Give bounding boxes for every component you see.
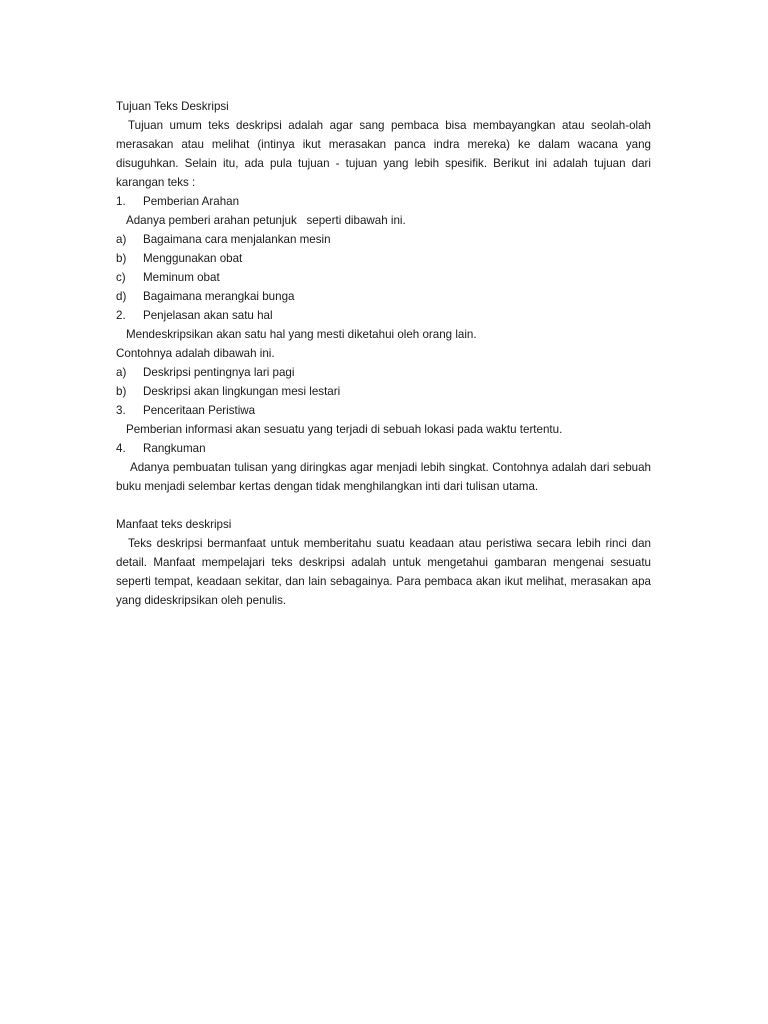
sub-marker: a) — [116, 366, 127, 379]
sub-marker: a) — [116, 233, 127, 246]
sub-item — [116, 268, 651, 287]
item-description: Mendeskripsikan akan satu hal yang mesti diketahui oleh orang lain. — [126, 328, 477, 341]
sub-item — [116, 249, 651, 268]
list-marker: 3. — [116, 404, 126, 417]
list-marker: 1. — [116, 195, 126, 208]
intro-paragraph: Tujuan umum teks deskripsi adalah agar sang pembaca bisa membayangkan atau seolah-olah merasakan atau melihat (intinya ikut merasakan panca indra mereka) ke dalam wacana yang disuguhkan. Selain itu, ada pula tujuan - tujuan yang lebih spesifik. Berikut ini adalah tujuan dari karangan teks : — [116, 119, 651, 189]
manfaat-paragraph: Teks deskripsi bermanfaat untuk memberitahu suatu keadaan atau peristiwa secara lebih rinci dan detail. Manfaat mempelajari teks deskripsi adalah untuk mengetahui gambaran mengenai sesuatu seperti tempat, keadaan sekitar, dan lain sebagainya. Para pembaca akan ikut melihat, merasakan apa yang dideskripsikan oleh penulis. — [116, 537, 651, 607]
sub-item — [116, 287, 651, 306]
list-item-4 — [116, 439, 651, 458]
list-item-2 — [116, 306, 651, 325]
sub-item-text: Meminum obat — [143, 271, 220, 284]
list-item-title: Penjelasan akan satu hal — [143, 309, 273, 322]
item-description: Adanya pemberi arahan petunjuk seperti dibawah ini. — [126, 214, 406, 227]
item-description: Pemberian informasi akan sesuatu yang terjadi di sebuah lokasi pada waktu tertentu. — [126, 423, 563, 436]
sub-item — [116, 363, 651, 382]
sub-marker: b) — [116, 252, 127, 265]
list-item-title: Pemberian Arahan — [143, 195, 240, 208]
list-item-title: Rangkuman — [143, 442, 206, 455]
list-marker: 4. — [116, 442, 126, 455]
list-item-3 — [116, 401, 651, 420]
paragraph-spacer — [116, 496, 651, 515]
list-marker: 2. — [116, 309, 126, 322]
sub-item — [116, 382, 651, 401]
section-heading-manfaat: Manfaat teks deskripsi — [116, 518, 232, 531]
list-item-title: Penceritaan Peristiwa — [143, 404, 256, 417]
sub-item-text: Deskripsi pentingnya lari pagi — [143, 366, 295, 379]
sub-marker: b) — [116, 385, 127, 398]
sub-item-text: Bagaimana cara menjalankan mesin — [143, 233, 331, 246]
sub-item-text: Bagaimana merangkai bunga — [143, 290, 295, 303]
section-heading-tujuan: Tujuan Teks Deskripsi — [116, 100, 229, 113]
list-item-1 — [116, 192, 651, 211]
example-intro: Contohnya adalah dibawah ini. — [116, 347, 275, 360]
sub-item-text: Deskripsi akan lingkungan mesi lestari — [143, 385, 341, 398]
item-description: Adanya pembuatan tulisan yang diringkas agar menjadi lebih singkat. Contohnya adalah dari sebuah buku menjadi selembar kertas dengan tidak menghilangkan inti dari tulisan utama. — [116, 461, 651, 493]
sub-marker: d) — [116, 290, 127, 303]
sub-item-text: Menggunakan obat — [143, 252, 243, 265]
sub-item — [116, 230, 651, 249]
sub-marker: c) — [116, 271, 126, 284]
document-page — [116, 97, 651, 610]
